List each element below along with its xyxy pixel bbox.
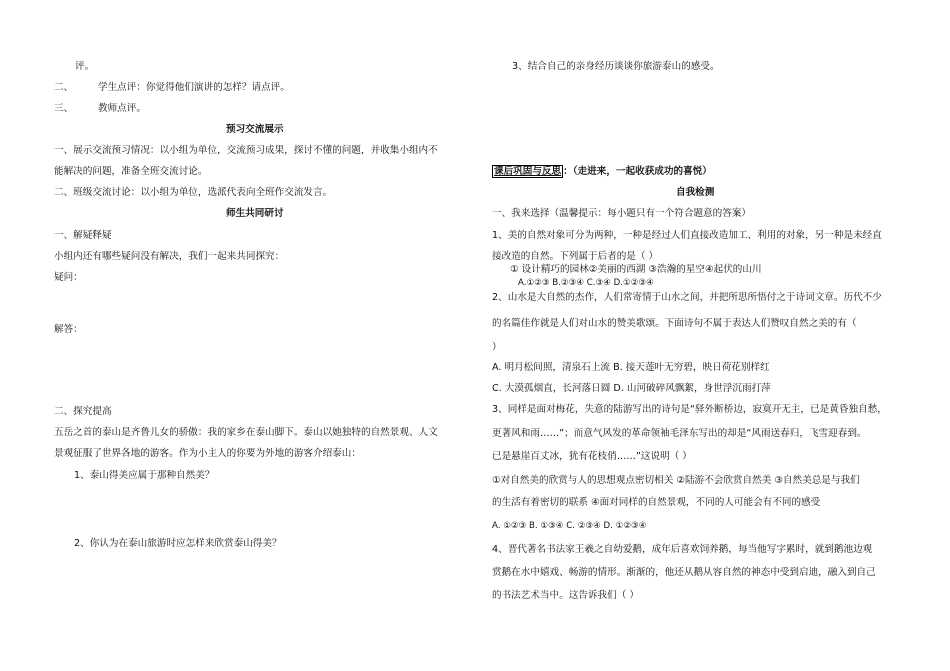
review-heading-box: 课后巩固与反思	[494, 166, 562, 177]
text-line: 二、探究提高	[54, 406, 112, 417]
text-line: 的书法艺术当中。这告诉我们（ ）	[492, 590, 639, 601]
text-line: 能解决的问题，准备全班交流讨论。	[54, 166, 208, 177]
answer-label: 解答：	[54, 324, 83, 335]
section-heading-review	[492, 166, 712, 178]
text-line: 学生点评：你觉得他们演讲的怎样？请点评。	[98, 82, 290, 93]
text-line: 二、班级交流讨论：以小组为单位，选派代表向全班作交流发言。	[54, 187, 333, 198]
section-heading-self-check: 自我检测	[676, 187, 715, 198]
list-number: 二、	[54, 82, 74, 93]
text-line: 接改造的自然。下列属于后者的是（ ）	[492, 251, 659, 262]
section-heading-preview: 预习交流展示	[226, 124, 284, 135]
text-line: 2、山水是大自然的杰作，人们常寄情于山水之间，并把所思所悟付之于诗词文章。历代不少	[492, 292, 882, 303]
question-1: 1、泰山得美应属于那种自然美？	[74, 470, 215, 481]
text-line: 评。	[75, 61, 95, 72]
text-line: 景观征服了世界各地的游客。作为小主人的你要为外地的游客介绍泰山：	[54, 448, 361, 459]
answer-options: A. ①②③ B. ①③④ C. ②③④ D. ①②③④	[492, 521, 647, 531]
text-line: 一、展示交流预习情况：以小组为单位，交流预习成果，探讨不懂的问题，并收集小组内不	[54, 145, 438, 156]
text-line: ）	[492, 342, 502, 353]
question-2: 2、你认为在泰山旅游时应怎样来欣赏泰山得美？	[74, 538, 282, 549]
text-line: 3、同样是面对梅花，失意的陆游写出的诗句是“驿外断桥边，寂寞开无主，已是黄昏独自愁，	[492, 404, 887, 415]
question-label: 疑问：	[54, 272, 83, 283]
text-line: 的生活有着密切的联系 ④面对同样的自然景观，不同的人可能会有不同的感受	[492, 497, 821, 508]
answer-options: A. 明月松间照，清泉石上流 B. 接天莲叶无穷碧，映日荷花别样红	[492, 362, 770, 373]
text-line: 更著风和雨……”；而意气风发的革命领袖毛泽东写出的却是“风雨送春归，飞雪迎春到。	[492, 428, 867, 439]
text-line: 的名篇佳作就是人们对山水的赞美歌颂。下面诗句不属于表达人们赞叹自然之美的有（	[492, 318, 857, 329]
answer-options: A.①②③ B.②③④ C.③④ D.①②③④	[518, 278, 654, 288]
text-line: 五岳之首的泰山是齐鲁儿女的骄傲：我的家乡在泰山脚下。泰山以她独特的自然景观、人文	[54, 427, 438, 438]
text-line: 1、美的自然对象可分为两种，一种是经过人们直接改造加工、利用的对象，另一种是未经直	[492, 230, 882, 241]
text-line: 已是悬崖百丈冰，犹有花枝俏……”这说明（ ）	[492, 451, 692, 462]
text-line: 一、我来选择（温馨提示：每小题只有一个符合题意的答案）	[492, 208, 752, 219]
text-line: ① 设计精巧的园林②美丽的西湖 ③浩瀚的星空④起伏的山川	[510, 264, 762, 275]
list-number: 三、	[54, 103, 74, 114]
answer-options: C. 大漠孤烟直，长河落日圆 D. 山河破碎风飘絮，身世浮沉雨打萍	[492, 383, 771, 394]
review-heading-rest: ：（走进来，一起收获成功的喜悦）	[563, 166, 712, 177]
text-line: 小组内还有哪些疑问没有解决，我们一起来共同探究：	[54, 251, 285, 262]
text-line: 一、解疑释疑	[54, 230, 112, 241]
question-3: 3、结合自己的亲身经历谈谈你旅游泰山的感受。	[512, 61, 720, 72]
text-line: ①对自然美的欣赏与人的思想观点密切相关 ②陆游不会欣赏自然美 ③自然美总是与我们	[492, 475, 860, 486]
text-line: 赏鹅在水中嬉戏、畅游的情形。渐渐的，他还从鹅从容自然的神态中受到启迪，融入到自己	[492, 567, 876, 578]
text-line: 4、晋代著名书法家王羲之自幼爱鹅，成年后喜欢饲养鹅，每当他写字累时，就到鹅池边观	[492, 544, 873, 555]
section-heading-study: 师生共同研讨	[226, 208, 284, 219]
text-line: 教师点评。	[98, 103, 146, 114]
